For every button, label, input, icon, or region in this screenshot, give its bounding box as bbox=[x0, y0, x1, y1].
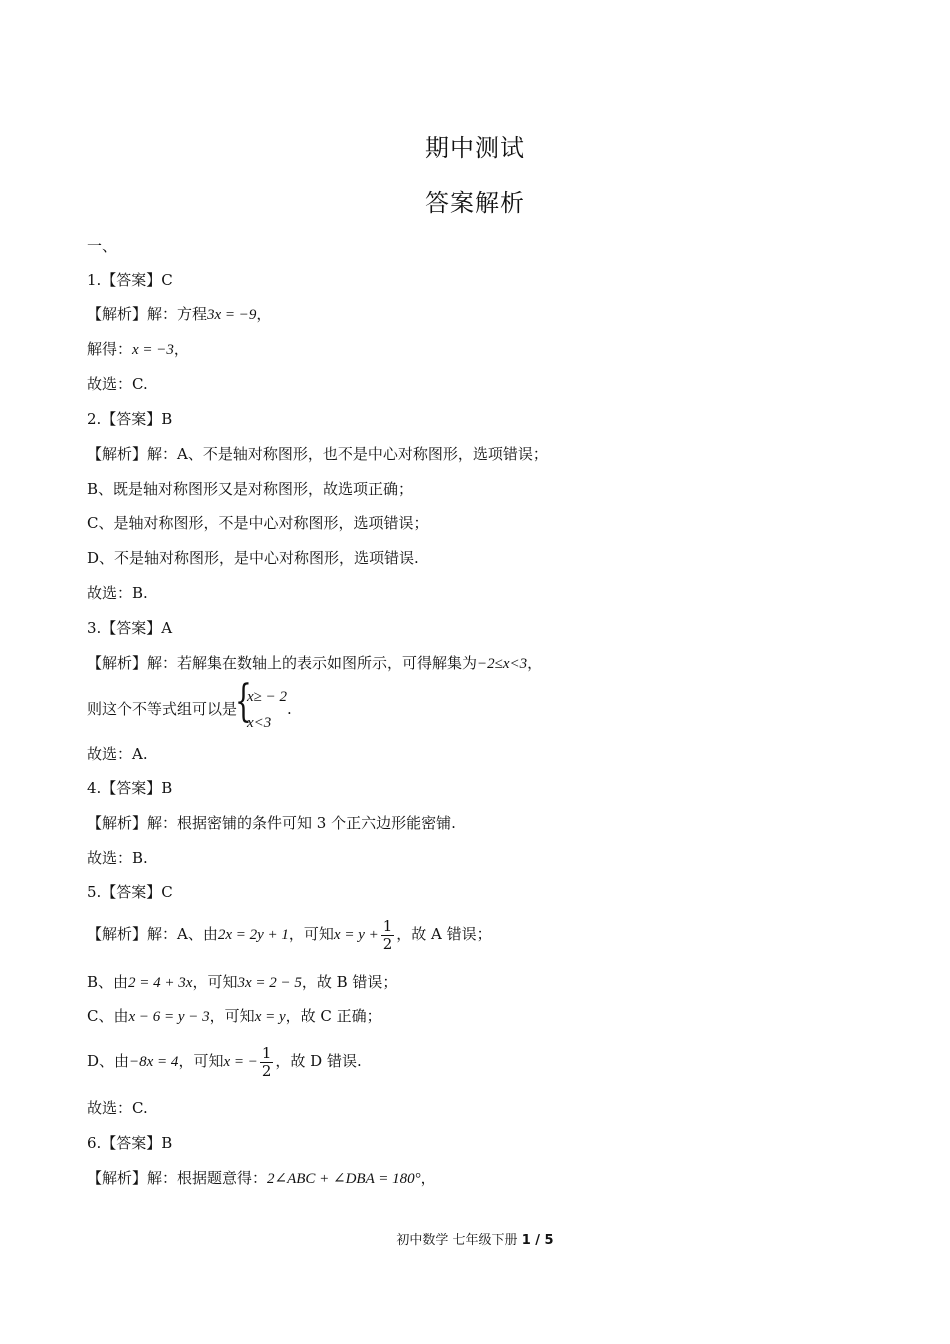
q4-explanation: 【解析】解：根据密铺的条件可知 3 个正六边形能密铺. bbox=[87, 814, 456, 832]
q5-d-text-2: ，可知 bbox=[178, 1052, 224, 1070]
q2-choice: 故选：B. bbox=[87, 584, 148, 602]
q5-c-text-2: ，可知 bbox=[209, 1007, 255, 1025]
q4-choice: 故选：B. bbox=[87, 849, 148, 867]
q5-d-text-1: D、由 bbox=[87, 1052, 130, 1070]
brace-icon: { bbox=[235, 676, 252, 727]
q5-a-text-3: ，故 A 错误； bbox=[396, 925, 492, 943]
q1-explanation bbox=[87, 304, 271, 325]
q1-solution-comma: ， bbox=[173, 340, 189, 358]
q5-b-text-3: ，故 B 错误； bbox=[301, 973, 398, 991]
q4-answer: 4.【答案】B bbox=[87, 779, 173, 797]
q2-explanation-a: 【解析】解：A、不是轴对称图形，也不是中心对称图形，选项错误； bbox=[87, 445, 548, 463]
q5-choice: 故选：C. bbox=[87, 1099, 148, 1117]
q1-text: 【解析】解：方程 bbox=[87, 305, 208, 323]
q5-b-text-2: ，可知 bbox=[192, 973, 238, 991]
q5-a-math-1: 2x = 2y + 1 bbox=[217, 927, 289, 943]
q1-equation: 3x = −9 bbox=[207, 307, 257, 323]
footer-text: 初中数学 七年级下册 bbox=[396, 1233, 518, 1248]
fraction bbox=[260, 1045, 274, 1080]
q3-period: . bbox=[287, 700, 292, 718]
q5-c-math-2: x = y bbox=[254, 1009, 286, 1025]
q6-equation: 2∠ABC + ∠DBA = 180° bbox=[267, 1171, 421, 1187]
q1-solution-math: x = −3 bbox=[132, 342, 174, 358]
q5-a-math-2: x = y + bbox=[333, 927, 379, 943]
q3-answer: 3.【答案】A bbox=[87, 619, 173, 637]
q3-comma: ， bbox=[527, 654, 543, 672]
fraction bbox=[381, 918, 395, 953]
q5-d-text-3: ，故 D 错误. bbox=[275, 1052, 362, 1070]
q2-answer: 2.【答案】B bbox=[87, 410, 173, 428]
q2-explanation-c: C、是轴对称图形，不是中心对称图形，选项错误； bbox=[87, 514, 429, 532]
q5-d-math-2: x = − bbox=[223, 1054, 258, 1070]
q3-choice: 故选：A. bbox=[87, 745, 148, 763]
q5-a-text-2: ，可知 bbox=[288, 925, 334, 943]
q6-text: 【解析】解：根据题意得： bbox=[87, 1169, 268, 1187]
q5-c-math-1: x − 6 = y − 3 bbox=[128, 1009, 210, 1025]
q1-solution-text: 解得： bbox=[87, 340, 133, 358]
page-footer bbox=[0, 1229, 950, 1248]
section-heading: 一、 bbox=[87, 237, 118, 255]
q5-explanation-d bbox=[87, 1039, 362, 1084]
q1-solution bbox=[87, 339, 189, 360]
inequality-system bbox=[235, 676, 288, 736]
page-number: 1 / 5 bbox=[521, 1233, 554, 1248]
q5-b-text-1: B、由 bbox=[87, 973, 129, 991]
q5-explanation-c bbox=[87, 1006, 382, 1027]
q5-b-math-2: 3x = 2 − 5 bbox=[237, 975, 302, 991]
q5-c-text-3: ，故 C 正确； bbox=[285, 1007, 382, 1025]
q5-d-math-1: −8x = 4 bbox=[129, 1054, 179, 1070]
page-title: 期中测试 bbox=[425, 134, 525, 162]
fraction-numerator: 1 bbox=[382, 916, 393, 935]
q1-comma: ， bbox=[256, 305, 272, 323]
system-row-1: x≥ − 2 bbox=[247, 689, 288, 705]
fraction-denominator: 2 bbox=[261, 1061, 272, 1080]
q1-answer: 1.【答案】C bbox=[87, 271, 173, 289]
q6-explanation bbox=[87, 1168, 436, 1189]
q3-explanation bbox=[87, 653, 542, 674]
q5-c-text-1: C、由 bbox=[87, 1007, 129, 1025]
q3-text: 【解析】解：若解集在数轴上的表示如图所示，可得解集为 bbox=[87, 654, 478, 672]
q2-explanation-b: B、既是轴对称图形又是对称图形，故选项正确； bbox=[87, 480, 414, 498]
q5-explanation-a bbox=[87, 912, 492, 957]
q1-choice: 故选：C. bbox=[87, 375, 148, 393]
q5-answer: 5.【答案】C bbox=[87, 883, 173, 901]
q5-a-text-1: 【解析】解：A、由 bbox=[87, 925, 218, 943]
q2-explanation-d: D、不是轴对称图形，是中心对称图形，选项错误. bbox=[87, 549, 419, 567]
q6-comma: ， bbox=[420, 1169, 436, 1187]
system-row-2: x<3 bbox=[247, 715, 272, 731]
q5-b-math-1: 2 = 4 + 3x bbox=[128, 975, 193, 991]
q3-system-text: 则这个不等式组可以是 bbox=[87, 700, 238, 718]
q3-inequality: −2≤x<3 bbox=[477, 656, 528, 672]
q6-answer: 6.【答案】B bbox=[87, 1134, 173, 1152]
fraction-numerator: 1 bbox=[261, 1043, 272, 1062]
fraction-denominator: 2 bbox=[382, 934, 393, 953]
q3-system-line bbox=[87, 676, 292, 736]
q5-explanation-b bbox=[87, 972, 397, 993]
page-subtitle: 答案解析 bbox=[425, 189, 525, 217]
